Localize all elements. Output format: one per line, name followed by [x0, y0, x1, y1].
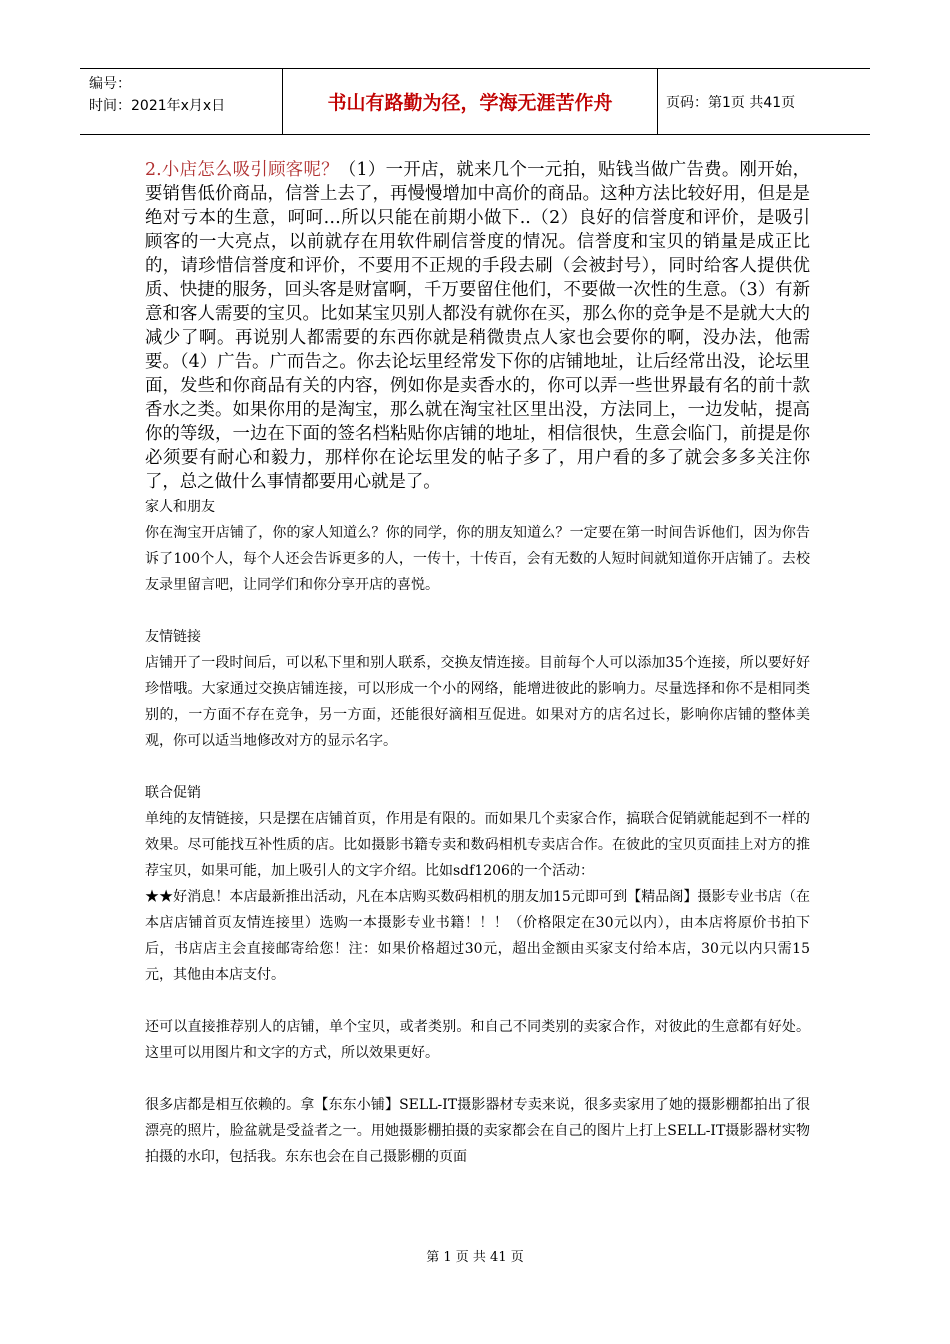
page-footer: 第 1 页 共 41 页 — [426, 1250, 524, 1265]
lead-paragraph — [145, 158, 810, 494]
lead-body: （1）一开店，就来几个一元拍，贴钱当做广告费。刚开始，要销售低价商品，信誉上去了，再慢慢增加中高价的商品。这种方法比较好用，但是是绝对亏本的生意，呵呵…所以只能在前期小做下..（2）良好的信誉度和评价，是吸引顾客的一大亮点，以前就存在用软件刷信誉度的情况。信誉度和宝贝的销量是成正比的，请珍惜信誉度和评价，不要用不正规的手段去刷（会被封号），同时给客人提供优质、快捷的服务，回头客是财富啊，千万要留住他们，不要做一次性的生意。（3）有新意和客人需要的宝贝。比如某宝贝别人都没有就你在买，那么你的竞争是不是就大大的减少了啊。再说别人都需要的东西你就是稍微贵点人家也会要你的啊，没办法，他需要。（4）广告。广而告之。你去论坛里经常发下你的店铺地址，让后经常出没，论坛里面，发些和你商品有关的内容，例如你是卖香水的，你可以弄一些世界最有名的前十款香水之类。如果你用的是淘宝，那么就在淘宝社区里出没，方法同上，一边发帖，提高你的等级，一边在下面的签名档粘贴你店铺的地址，相信很快，生意会临门，前提是你必须要有耐心和毅力，那样你在论坛里发的帖子多了，用户看的多了就会多多关注你了，总之做什么事情都要用心就是了。 — [145, 160, 810, 492]
section-title-promo: 联合促销 — [145, 785, 201, 801]
header-meta — [80, 69, 283, 134]
document-time-label: 时间：2021年x月x日 — [89, 98, 226, 114]
paragraph-promo-example: ★★好消息！本店最新推出活动，凡在本店购买数码相机的朋友加15元即可到【精品阁】摄影专业书店（在本店店铺首页友情连接里）选购一本摄影专业书籍！！！（价格限定在30元以内），由本店将原价书拍下后，书店店主会直接邮寄给您！注：如果价格超过30元，超出金额由买家支付给本店，30元以内只需15元，其他由本店支付。 — [145, 889, 810, 983]
lead-heading: 2.小店怎么吸引顾客呢？ — [145, 160, 339, 180]
header-motto: 书山有路勤为径，学海无涯苦作舟 — [283, 69, 658, 134]
header-page-label: 页码：第1页 共41页 — [666, 94, 796, 111]
document-number-label: 编号： — [89, 76, 131, 92]
page-header — [80, 68, 870, 135]
paragraph-promo-intro: 单纯的友情链接，只是摆在店铺首页，作用是有限的。而如果几个卖家合作，搞联合促销就能起到不一样的效果。尽可能找互补性质的店。比如摄影书籍专卖和数码相机专卖店合作。在彼此的宝贝页面挂上对方的推荐宝贝，如果可能，加上吸引人的文字介绍。比如sdf1206的一个活动： — [145, 811, 810, 879]
section-title-links: 友情链接 — [145, 629, 201, 645]
paragraph-family: 你在淘宝开店铺了，你的家人知道么？你的同学，你的朋友知道么？一定要在第一时间告诉他们，因为你告诉了100个人，每个人还会告诉更多的人，一传十，十传百，会有无数的人短时间就知道你开店铺了。去校友录里留言吧，让同学们和你分享开店的喜悦。 — [145, 525, 810, 593]
paragraph-links: 店铺开了一段时间后，可以私下里和别人联系，交换友情连接。目前每个人可以添加35个连接，所以要好好珍惜哦。大家通过交换店铺连接，可以形成一个小的网络，能增进彼此的影响力。尽量选择和你不是相同类别的，一方面不存在竞争，另一方面，还能很好滴相互促进。如果对方的店名过长，影响你店铺的整体美观，你可以适当地修改对方的显示名字。 — [145, 655, 810, 749]
paragraph-promo-dependency: 很多店都是相互依赖的。拿【东东小铺】SELL-IT摄影器材专卖来说，很多卖家用了她的摄影棚都拍出了很漂亮的照片，脸盆就是受益者之一。用她摄影棚拍摄的卖家都会在自己的图片上打上SELL-IT摄影器材实物拍摄的水印，包括我。东东也会在自己摄影棚的页面 — [145, 1097, 810, 1165]
paragraph-promo-recommend: 还可以直接推荐别人的店铺，单个宝贝，或者类别。和自己不同类别的卖家合作，对彼此的生意都有好处。这里可以用图片和文字的方式，所以效果更好。 — [145, 1019, 810, 1061]
section-title-family: 家人和朋友 — [145, 499, 215, 515]
document-body — [145, 158, 810, 1170]
